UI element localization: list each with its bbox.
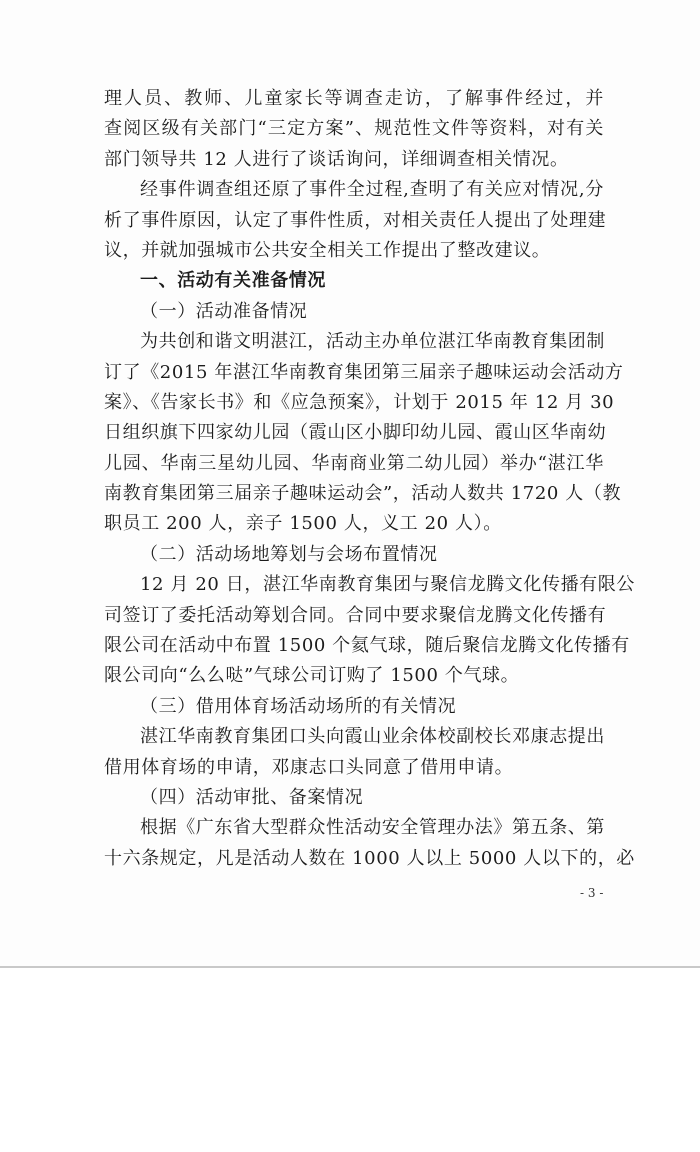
page-edge-divider <box>0 966 700 968</box>
paragraph-2-line-3: 议，并就加强城市公共安全相关工作提出了整改建议。 <box>104 239 551 261</box>
paragraph-6-line-1: 根据《广东省大型群众性活动安全管理办法》第五条、第 <box>140 817 605 839</box>
subsection-4-heading: （四）活动审批、备案情况 <box>140 786 364 808</box>
paragraph-4-line-4: 限公司向“么么哒”气球公司订购了 1500 个气球。 <box>104 665 520 687</box>
paragraph-2-line-1: 经事件调查组还原了事件全过程,查明了有关应对情况,分 <box>140 179 604 201</box>
subsection-3-heading: （三）借用体育场活动场所的有关情况 <box>140 695 457 717</box>
subsection-1-heading: （一）活动准备情况 <box>140 300 308 322</box>
paragraph-1-line-2: 查阅区级有关部门“三定方案”、规范性文件等资料，对有关 <box>104 118 604 140</box>
paragraph-1-line-1: 理人员、教师、儿童家长等调查走访，了解事件经过，并 <box>104 88 604 109</box>
subsection-2-heading: （二）活动场地筹划与会场布置情况 <box>140 543 438 565</box>
paragraph-4-line-2: 司签订了委托活动筹划合同。合同中要求聚信龙腾文化传播有 <box>104 604 607 626</box>
document-body <box>104 84 635 874</box>
paragraph-3-line-2: 订了《2015 年湛江华南教育集团第三届亲子趣味运动会活动方 <box>104 361 624 383</box>
section-1-heading: 一、活动有关准备情况 <box>140 270 326 292</box>
paragraph-3-line-6: 南教育集团第三届亲子趣味运动会”，活动人数共 1720 人（教 <box>104 483 622 505</box>
paragraph-3-line-5: 儿园、华南三星幼儿园、华南商业第二幼儿园）举办“湛江华 <box>104 452 604 474</box>
paragraph-5-line-2: 借用体育场的申请，邓康志口头同意了借用申请。 <box>104 756 514 778</box>
paragraph-5-line-1: 湛江华南教育集团口头向霞山业余体校副校长邓康志提出 <box>140 726 605 748</box>
paragraph-1-line-3: 部门领导共 12 人进行了谈话询问，详细调查相关情况。 <box>104 148 569 170</box>
paragraph-2-line-2: 析了事件原因，认定了事件性质，对相关责任人提出了处理建 <box>104 209 607 231</box>
paragraph-3-line-3: 案》、《告家长书》和《应急预案》，计划于 2015 年 12 月 30 <box>104 391 615 413</box>
paragraph-3-line-1: 为共创和谐文明湛江，活动主办单位湛江华南教育集团制 <box>140 331 605 353</box>
paragraph-6-line-2: 十六条规定，凡是活动人数在 1000 人以上 5000 人以下的，必 <box>104 847 635 869</box>
paragraph-3-line-4: 日组织旗下四家幼儿园（霞山区小脚印幼儿园、霞山区华南幼 <box>104 422 607 444</box>
paragraph-3-line-7: 职员工 200 人，亲子 1500 人，义工 20 人）。 <box>104 513 502 535</box>
paragraph-4-line-1: 12 月 20 日，湛江华南教育集团与聚信龙腾文化传播有限公 <box>140 574 635 596</box>
paragraph-4-line-3: 限公司在活动中布置 1500 个氦气球，随后聚信龙腾文化传播有 <box>104 635 630 657</box>
page-number: - 3 - <box>580 886 604 900</box>
